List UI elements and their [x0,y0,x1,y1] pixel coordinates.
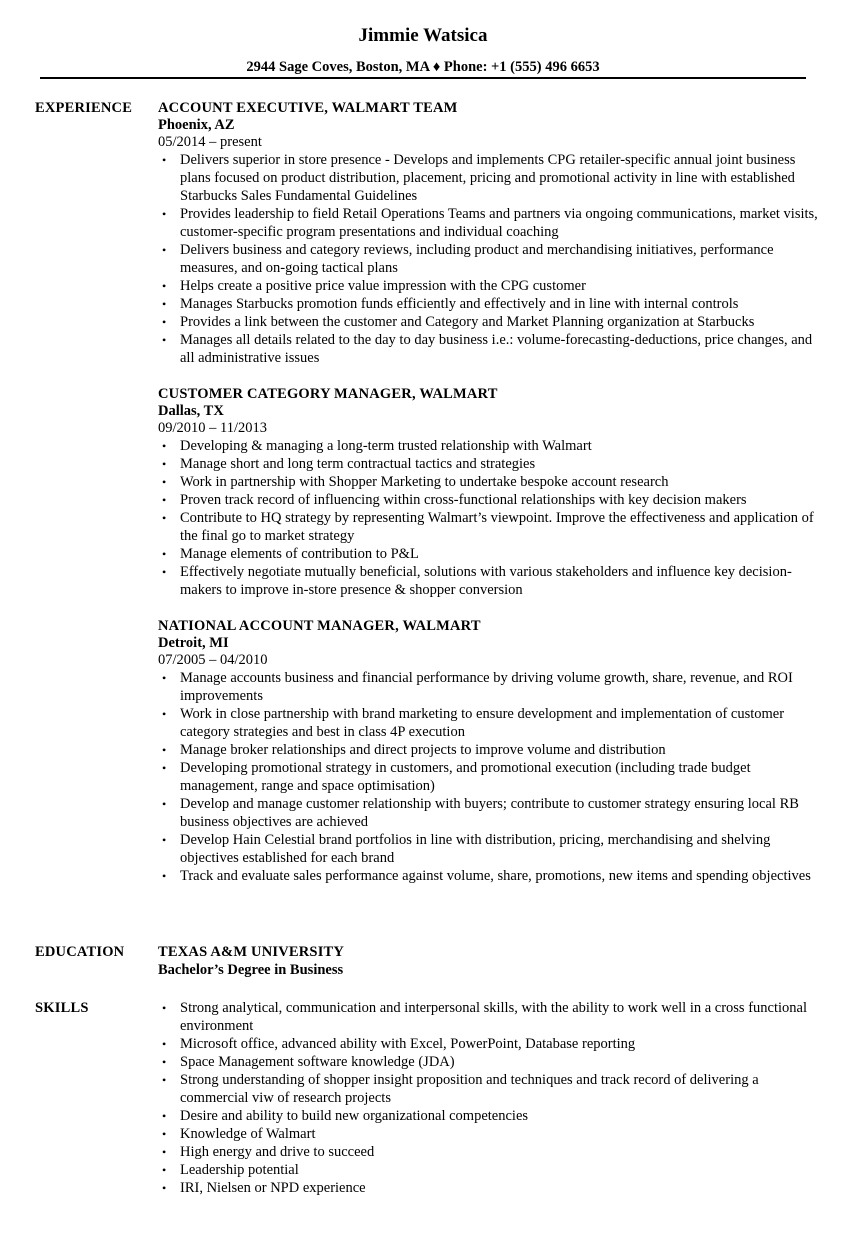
bullet-icon: • [162,1145,167,1159]
school-name: TEXAS A&M UNIVERSITY [158,944,345,960]
job-title: ACCOUNT EXECUTIVE, WALMART TEAM [158,100,458,116]
bullet-icon: • [162,565,167,579]
bullet-icon: • [162,1163,167,1177]
bullet-icon: • [162,315,167,329]
bullet-item [158,741,818,759]
bullet-icon: • [162,297,167,311]
bullet-item [158,831,818,867]
bullet-item [158,331,818,367]
job-dates: 09/2010 – 11/2013 [158,420,268,436]
bullet-text: Proven track record of influencing within cross-functional relationships with key decision makers [180,492,747,508]
bullet-text: Develop and manage customer relationship with buyers; contribute to customer strategy ensuring local RB business objectives are achieved [180,796,799,830]
bullet-item [158,241,818,277]
bullet-item [158,1161,818,1179]
bullet-item [158,455,818,473]
job-location: Detroit, MI [158,635,229,651]
bullet-icon: • [162,547,167,561]
bullet-icon: • [162,279,167,293]
bullet-text: Effectively negotiate mutually beneficial, solutions with various stakeholders and influence key decision-makers to improve in-store presence & shopper conversion [180,564,792,598]
bullet-icon: • [162,457,167,471]
bullet-icon: • [162,439,167,453]
bullet-text: Desire and ability to build new organizational competencies [180,1108,529,1124]
header-divider [40,77,806,79]
bullet-icon: • [162,671,167,685]
bullet-text: Work in close partnership with brand marketing to ensure development and implementation of customer category strategies and best in class 4P execution [180,706,785,740]
bullet-item [158,563,818,599]
bullet-icon: • [162,1073,167,1087]
job-bullets [158,151,818,367]
bullet-icon: • [162,869,167,883]
bullet-text: Helps create a positive price value impression with the CPG customer [180,278,586,294]
bullet-item [158,473,818,491]
bullet-icon: • [162,511,167,525]
bullet-text: Manages Starbucks promotion funds efficiently and effectively and in line with internal controls [180,296,739,312]
education-heading: EDUCATION [35,944,125,960]
bullet-text: Delivers superior in store presence - Develops and implements CPG retailer-specific annual joint business plans focused on product distribution, placement, pricing and promotional activity in line with established Starbucks Sales Fundamental Guidelines [180,152,796,204]
bullet-text: Developing & managing a long-term trusted relationship with Walmart [180,438,592,454]
skills-heading: SKILLS [35,1000,89,1016]
bullet-icon: • [162,761,167,775]
job-entry [158,385,818,599]
bullet-text: IRI, Nielsen or NPD experience [180,1180,366,1196]
bullet-text: Strong understanding of shopper insight proposition and techniques and track record of delivering a commercial viw of research projects [180,1072,759,1106]
bullet-text: Develop Hain Celestial brand portfolios in line with distribution, pricing, merchandising and shelving objectives established for each brand [180,832,771,866]
bullet-item [158,1143,818,1161]
job-entry [158,99,818,367]
bullet-item [158,795,818,831]
bullet-text: Developing promotional strategy in customers, and promotional execution (including trade budget management, range and space optimisation) [180,760,751,794]
bullet-text: Delivers business and category reviews, including product and merchandising initiatives, performance measures, and on-going tactical plans [180,242,774,276]
bullet-item [158,205,818,241]
bullet-item [158,759,818,795]
bullet-item [158,277,818,295]
job-dates: 07/2005 – 04/2010 [158,652,268,668]
bullet-icon: • [162,153,167,167]
job-location: Phoenix, AZ [158,117,235,133]
experience-list [158,99,818,903]
bullet-icon: • [162,1127,167,1141]
bullet-text: Provides a link between the customer and Category and Market Planning organization at Starbucks [180,314,755,330]
bullet-icon: • [162,493,167,507]
bullet-icon: • [162,833,167,847]
bullet-icon: • [162,1037,167,1051]
job-location: Dallas, TX [158,403,224,419]
bullet-item [158,867,818,885]
bullet-icon: • [162,207,167,221]
bullet-text: Strong analytical, communication and interpersonal skills, with the ability to work well in a cross functional environment [180,1000,807,1034]
bullet-item [158,491,818,509]
bullet-text: Contribute to HQ strategy by representing Walmart’s viewpoint. Improve the effectiveness and application of the final go to market strategy [180,510,814,544]
bullet-icon: • [162,707,167,721]
bullet-icon: • [162,743,167,757]
experience-heading: EXPERIENCE [35,100,133,116]
bullet-item [158,1125,818,1143]
bullet-text: Provides leadership to field Retail Operations Teams and partners via ongoing communications, market visits, customer-specific program presentations and individual coaching [180,206,818,240]
bullet-item [158,295,818,313]
bullet-text: Knowledge of Walmart [180,1126,316,1142]
bullet-item [158,1107,818,1125]
job-dates: 05/2014 – present [158,134,262,150]
bullet-item [158,1035,818,1053]
bullet-item [158,437,818,455]
bullet-icon: • [162,1055,167,1069]
bullet-icon: • [162,1109,167,1123]
contact-line: 2944 Sage Coves, Boston, MA ♦ Phone: +1 (555) 496 6653 [246,59,600,75]
bullet-icon: • [162,1181,167,1195]
bullet-item [158,509,818,545]
bullet-text: Work in partnership with Shopper Marketing to undertake bespoke account research [180,474,669,490]
bullet-item [158,1053,818,1071]
bullet-icon: • [162,243,167,257]
bullet-item [158,999,818,1035]
bullet-text: Manages all details related to the day to day business i.e.: volume-forecasting-deductions, price changes, and all administrative issues [180,332,813,366]
job-entry [158,617,818,885]
bullet-text: Track and evaluate sales performance against volume, share, promotions, new items and spending objectives [180,868,811,884]
bullet-text: High energy and drive to succeed [180,1144,375,1160]
bullet-item [158,705,818,741]
skills-entry [158,999,818,1197]
job-title: NATIONAL ACCOUNT MANAGER, WALMART [158,618,481,634]
degree-name: Bachelor’s Degree in Business [158,962,344,978]
job-bullets [158,669,818,885]
bullet-text: Space Management software knowledge (JDA) [180,1054,455,1070]
bullet-text: Microsoft office, advanced ability with Excel, PowerPoint, Database reporting [180,1036,636,1052]
bullet-item [158,1179,818,1197]
bullet-item [158,669,818,705]
candidate-name: Jimmie Watsica [358,25,488,46]
bullet-text: Leadership potential [180,1162,299,1178]
job-title: CUSTOMER CATEGORY MANAGER, WALMART [158,386,498,402]
bullet-text: Manage short and long term contractual tactics and strategies [180,456,536,472]
bullet-icon: • [162,797,167,811]
bullet-text: Manage broker relationships and direct projects to improve volume and distribution [180,742,666,758]
job-bullets [158,437,818,599]
education-entry [158,943,818,980]
bullet-text: Manage accounts business and financial performance by driving volume growth, share, revenue, and ROI improvements [180,670,793,704]
bullet-icon: • [162,1001,167,1015]
bullet-icon: • [162,475,167,489]
bullet-item [158,151,818,205]
bullet-item [158,1071,818,1107]
bullet-item [158,313,818,331]
bullet-text: Manage elements of contribution to P&L [180,546,419,562]
bullet-item [158,545,818,563]
bullet-icon: • [162,333,167,347]
skills-list [158,999,818,1197]
